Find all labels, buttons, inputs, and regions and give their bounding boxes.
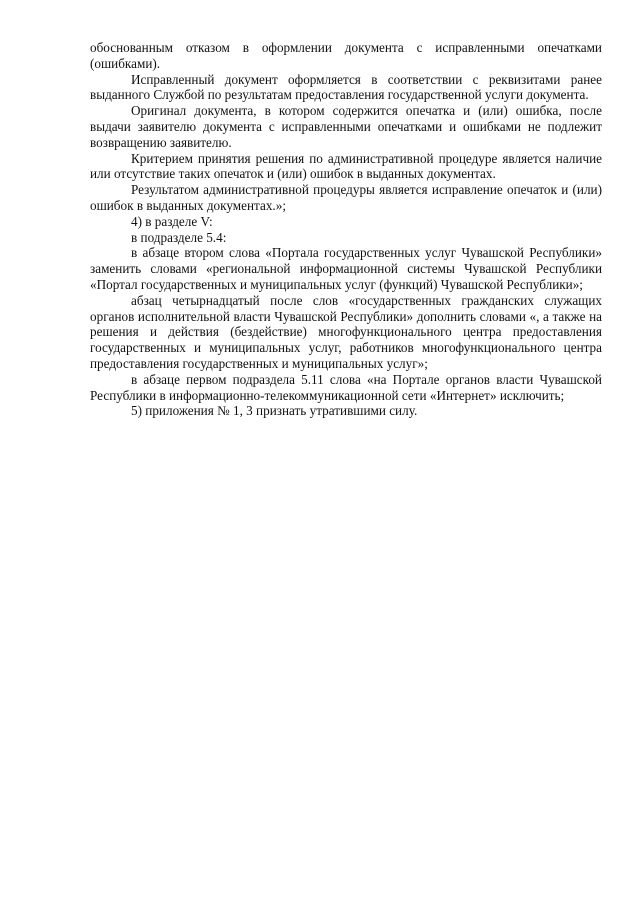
paragraph-3: Оригинал документа, в котором содержится опечатка и (или) ошибка, после выдачи заявителю документа с исправленными опечатками и ошибками не подлежит возвращению заявителю. <box>90 103 602 150</box>
paragraph-8: в абзаце втором слова «Портала государственных услуг Чувашской Республики» заменить словами «региональной информационной системы Чувашской Республики «Портал государственных и муниципальных услуг (функций) Чувашской Республики»; <box>90 245 602 292</box>
paragraph-1: обоснованным отказом в оформлении документа с исправленными опечатками (ошибками). <box>90 40 602 71</box>
paragraph-11: 5) приложения № 1, 3 признать утратившими силу. <box>131 403 418 419</box>
paragraph-4: Критерием принятия решения по административной процедуре является наличие или отсутствие таких опечаток и (или) ошибок в выданных документах. <box>90 150 602 182</box>
document-body <box>90 40 602 419</box>
paragraph-9: абзац четырнадцатый после слов «государственных гражданских служащих органов исполнительной власти Чувашской Республики» дополнить словами «, а также на решения и действия (бездействие) многофункционального центра предоставления государственных и муниципальных услуг, работников многофункционального центра предоставления государственных и муниципальных услуг»; <box>90 292 602 371</box>
paragraph-5: Результатом административной процедуры является исправление опечаток и (или) ошибок в выданных документах.»; <box>90 182 602 213</box>
paragraph-2: Исправленный документ оформляется в соответствии с реквизитами ранее выданного Службой по результатам предоставления государственной услуги документа. <box>90 71 602 103</box>
paragraph-10: в абзаце первом подраздела 5.11 слова «на Портале органов власти Чувашской Республики в информационно-телекоммуникационной сети «Интернет» исключить; <box>90 371 602 403</box>
paragraph-7: в подразделе 5.4: <box>131 229 227 245</box>
paragraph-6: 4) в разделе V: <box>131 213 213 229</box>
